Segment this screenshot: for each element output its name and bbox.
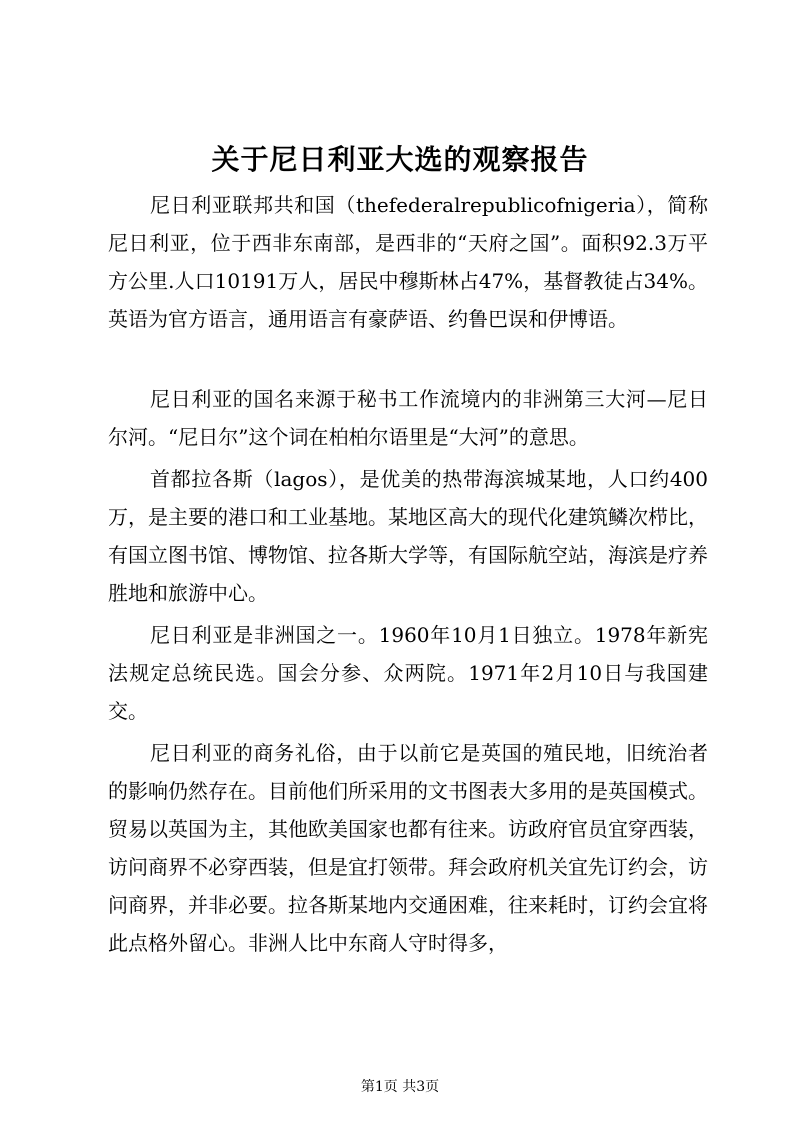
document-body <box>108 186 708 1000</box>
document-title: 关于尼日利亚大选的观察报告 <box>211 143 589 176</box>
paragraph-overview: 尼日利亚联邦共和国（thefederalrepublicofnigeria），简称尼日利亚，位于西非东南部，是西非的“天府之国”。面积92.3万平方公里.人口10191万人，居民中穆斯林占47%，基督教徒占34%。英语为官方语言，通用语言有豪萨语、约鲁巴误和伊博语。 <box>108 193 708 331</box>
paragraph-history: 尼日利亚是非洲国之一。1960年10月1日独立。1978年新宪法规定总统民选。国会分参、众两院。1971年2月10日与我国建交。 <box>108 623 708 723</box>
page-footer: 第1页 共3页 <box>360 1079 440 1095</box>
paragraph-capital: 首都拉各斯（lagos），是优美的热带海滨城某地，人口约400万，是主要的港口和工业基地。某地区高大的现代化建筑鳞次栉比，有国立图书馆、博物馆、拉各斯大学等，有国际航空站，海滨是疗养胜地和旅游中心。 <box>108 467 708 605</box>
paragraph-business-etiquette: 尼日利亚的商务礼俗，由于以前它是英国的殖民地，旧统治者的影响仍然存在。目前他们所采用的文书图表大多用的是英国模式。贸易以英国为主，其他欧美国家也都有往来。访政府官员宜穿西装，访问商界不必穿西装，但是宜打领带。拜会政府机关宜先订约会，访问商界，并非必要。拉各斯某地内交通困难，往来耗时，订约会宜将此点格外留心。非洲人比中东商人守时得多， <box>108 741 708 955</box>
paragraph-country-name: 尼日利亚的国名来源于秘书工作流境内的非洲第三大河—尼日尔河。“尼日尔”这个词在柏柏尔语里是“大河”的意思。 <box>108 387 708 449</box>
